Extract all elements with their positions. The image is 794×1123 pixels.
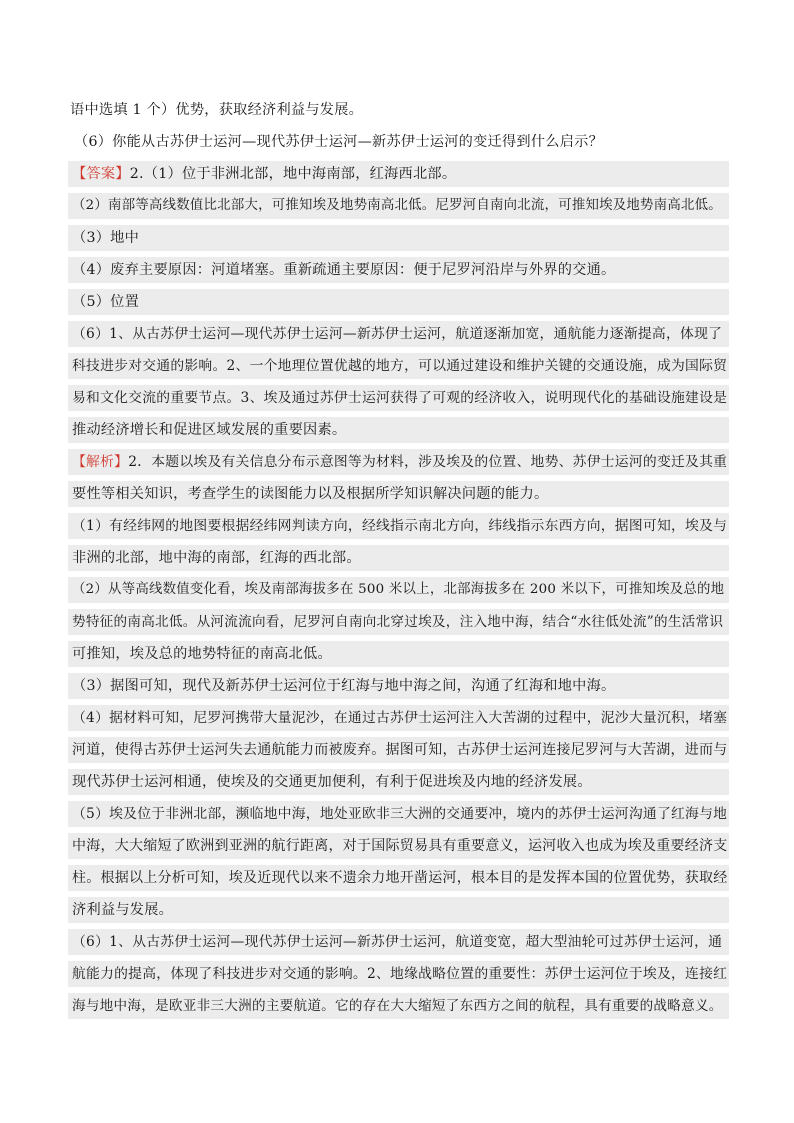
text-line: （6）1、从古苏伊士运河—现代苏伊士运河—新苏伊士运河，航道变宽，超大型油轮可过苏伊士运河，通 [68, 929, 729, 955]
text-line: 易和文化交流的重要节点。3、埃及通过苏伊士运河获得了可观的经济收入，说明现代化的基础设施建设是 [68, 385, 729, 411]
text-line: 海与地中海，是欧亚非三大洲的主要航道。它的存在大大缩短了东西方之间的航程，具有重要的战略意义。 [68, 993, 729, 1019]
text-line: （2）南部等高线数值比北部大，可推知埃及地势南高北低。尼罗河自南向北流，可推知埃及地势南高北低。 [68, 193, 729, 219]
text-line: （3）地中 [68, 225, 729, 251]
text-line: （5）位置 [68, 289, 729, 315]
analysis-tag: 【解析】 [72, 454, 129, 470]
text-line: 柱。根据以上分析可知，埃及近现代以来不遗余力地开凿运河，根本目的是发挥本国的位置优势，获取经 [68, 865, 729, 891]
text-line: 航能力的提高，体现了科技进步对交通的影响。2、地缘战略位置的重要性：苏伊士运河位于埃及，连接红 [68, 961, 729, 987]
answer-line [68, 161, 729, 187]
text-line: 河道，使得古苏伊士运河失去通航能力而被废弃。据图可知，古苏伊士运河连接尼罗河与大苦湖，进而与 [68, 737, 729, 763]
text-line: 推动经济增长和促进区域发展的重要因素。 [68, 417, 729, 443]
answer-text: 2.（1）位于非洲北部，地中海南部，红海西北部。 [129, 166, 457, 182]
text-line: 中海，大大缩短了欧洲到亚洲的航行距离，对于国际贸易具有重要意义，运河收入也成为埃及重要经济支 [68, 833, 729, 859]
question-6: （6）你能从古苏伊士运河—现代苏伊士运河—新苏伊士运河的变迁得到什么启示？ [74, 134, 604, 150]
text-line: 现代苏伊士运河相通，使埃及的交通更加便利，有利于促进埃及内地的经济发展。 [68, 769, 729, 795]
text-line: （3）据图可知，现代及新苏伊士运河位于红海与地中海之间，沟通了红海和地中海。 [68, 673, 729, 699]
text-line: 可推知，埃及总的地势特征的南高北低。 [68, 641, 729, 667]
text-line: 语中选填 1 个）优势，获取经济利益与发展。 [70, 102, 364, 118]
analysis-line [68, 449, 729, 475]
answer-tag: 【答案】 [72, 166, 130, 182]
text-line: （6）1、从古苏伊士运河—现代苏伊士运河—新苏伊士运河，航道逐渐加宽，通航能力逐渐提高，体现了 [68, 321, 729, 347]
text-line: 势特征的南高北低。从河流流向看，尼罗河自南向北穿过埃及，注入地中海，结合“水往低处流”的生活常识 [68, 609, 729, 635]
text-line: 非洲的北部，地中海的南部，红海的西北部。 [68, 545, 729, 571]
text-line: （4）据材料可知，尼罗河携带大量泥沙，在通过古苏伊士运河注入大苦湖的过程中，泥沙大量沉积，堵塞 [68, 705, 729, 731]
text-line: （5）埃及位于非洲北部，濒临地中海，地处亚欧非三大洲的交通要冲，境内的苏伊士运河沟通了红海与地 [68, 801, 729, 827]
analysis-text: 2．本题以埃及有关信息分布示意图等为材料，涉及埃及的位置、地势、苏伊士运河的变迁及其重 [128, 454, 728, 470]
text-line: 济利益与发展。 [68, 897, 729, 923]
text-line: （4）废弃主要原因：河道堵塞。重新疏通主要原因：便于尼罗河沿岸与外界的交通。 [68, 257, 729, 283]
text-line: （1）有经纬网的地图要根据经纬网判读方向，经线指示南北方向，纬线指示东西方向，据图可知，埃及与 [68, 513, 729, 539]
text-line: 要性等相关知识，考查学生的读图能力以及根据所学知识解决问题的能力。 [68, 481, 729, 507]
text-line: 科技进步对交通的影响。2、一个地理位置优越的地方，可以通过建设和维护关键的交通设施，成为国际贸 [68, 353, 729, 379]
text-line: （2）从等高线数值变化看，埃及南部海拔多在 500 米以上，北部海拔多在 200 米以下，可推知埃及总的地 [68, 577, 729, 603]
